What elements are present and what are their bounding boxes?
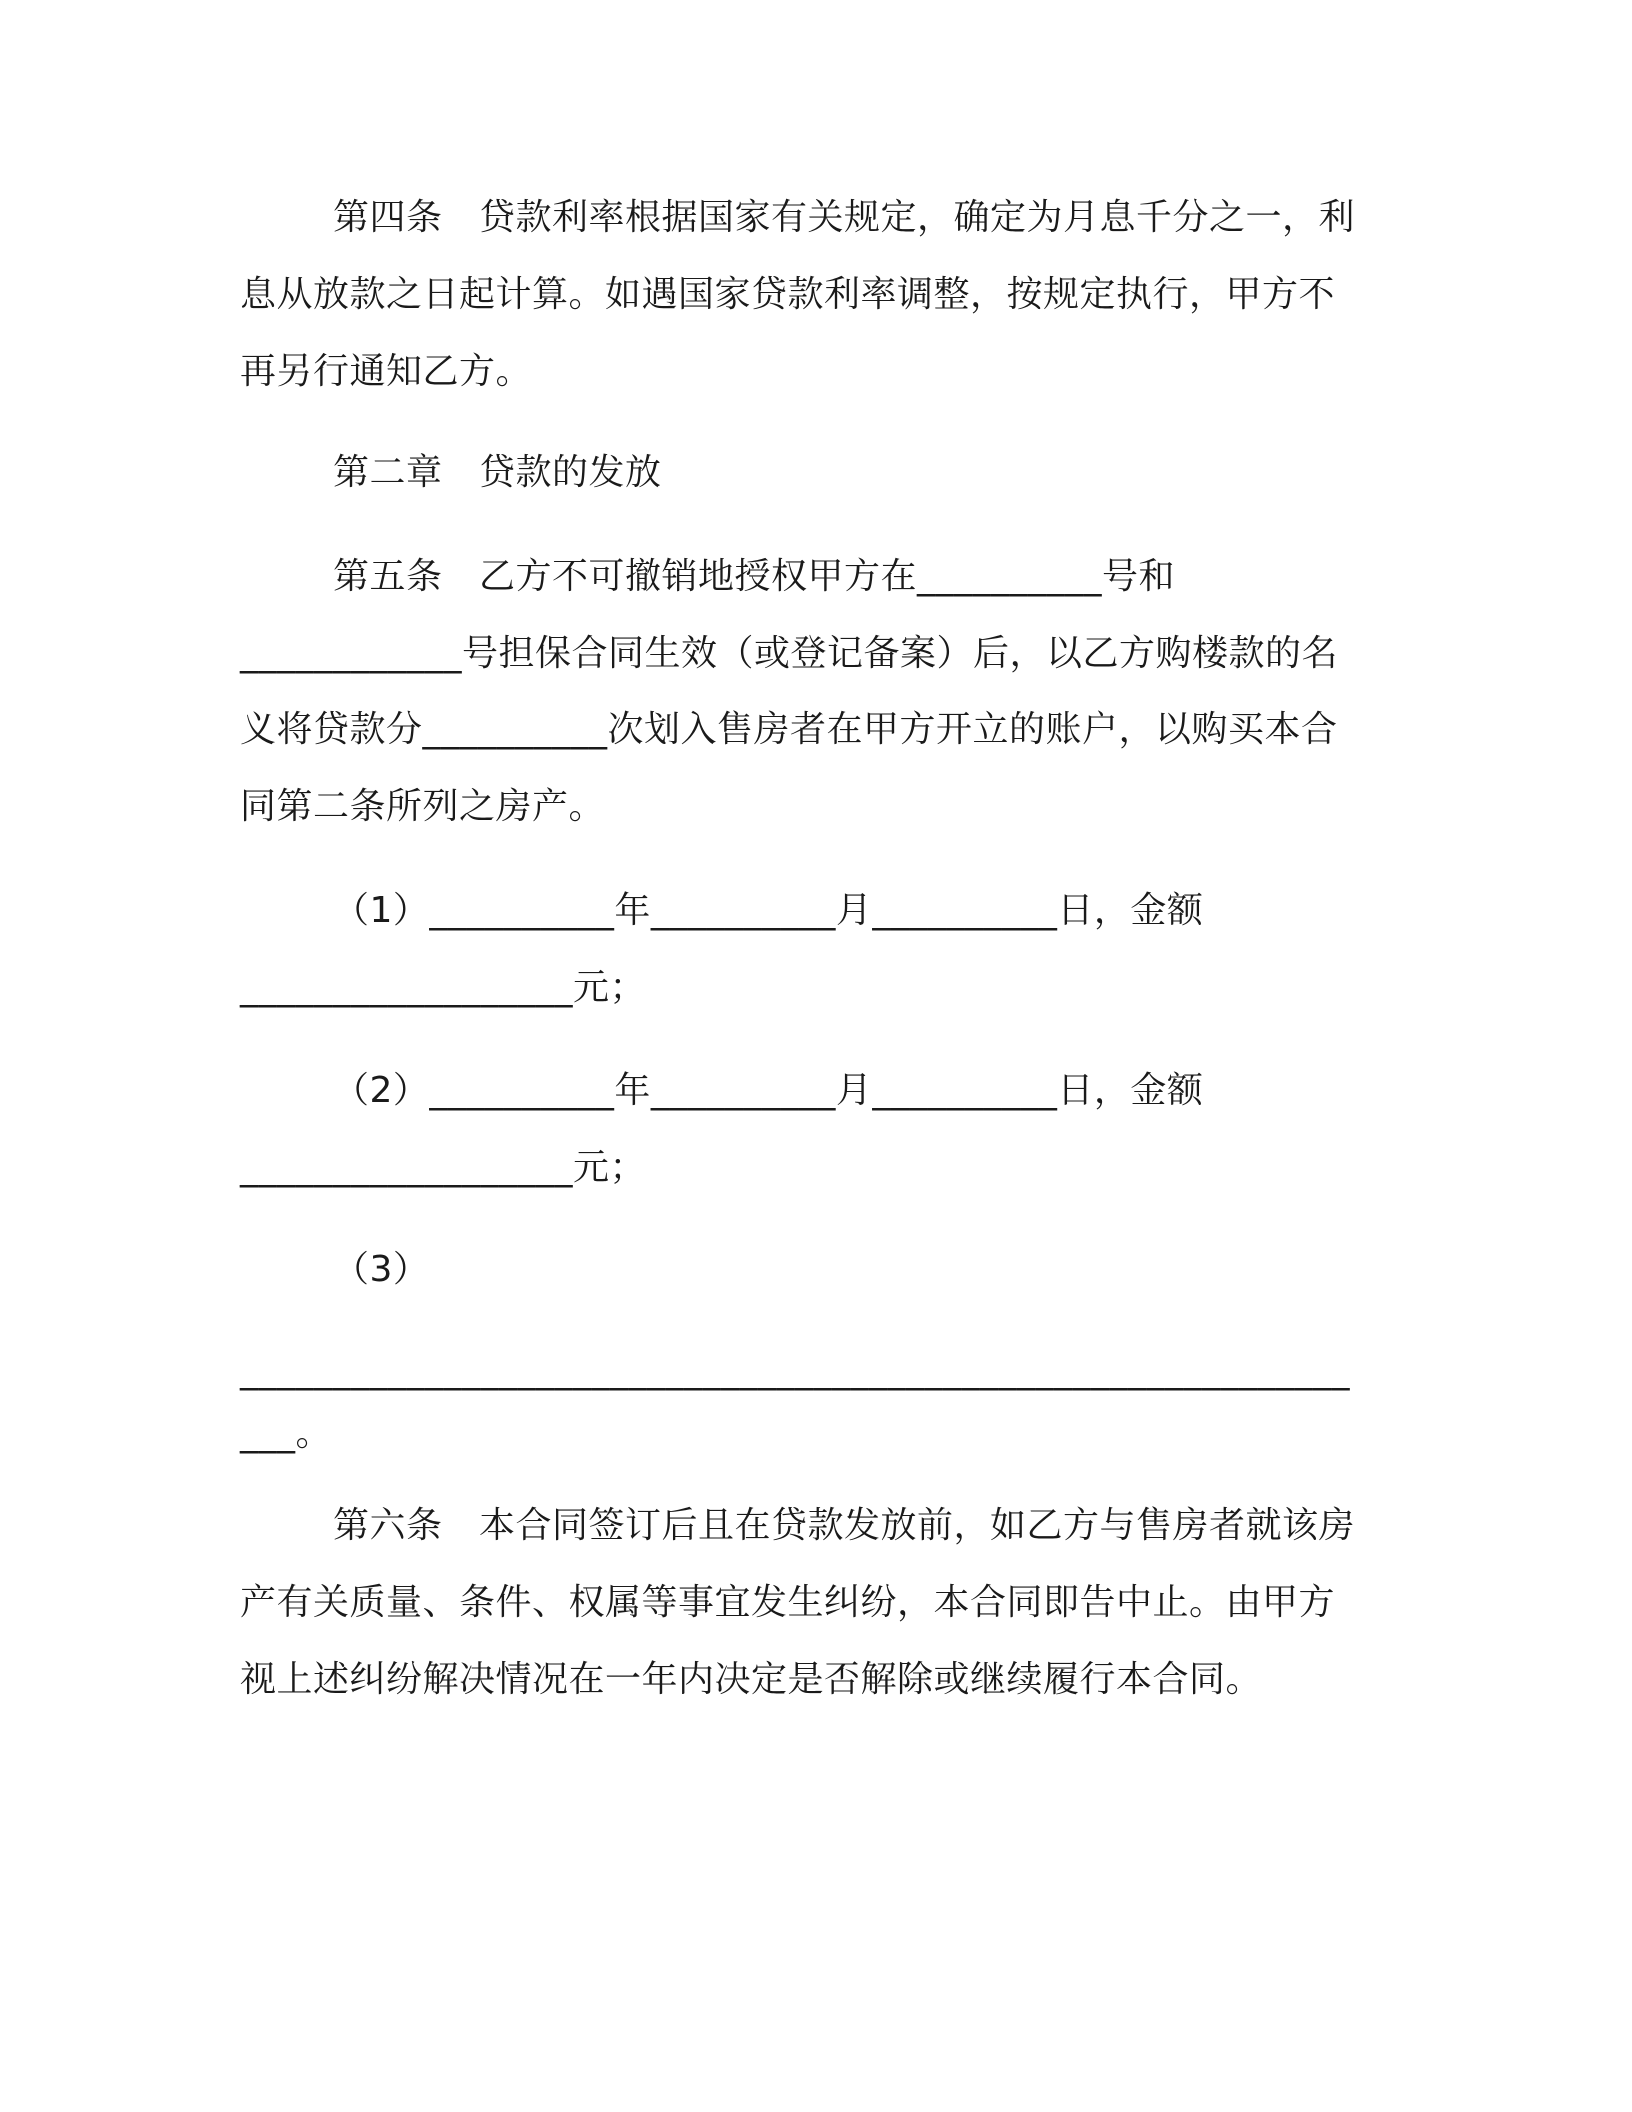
- article-4-line-3: 再另行通知乙方。: [240, 351, 533, 392]
- article-6-line-2: 产有关质量、条件、权属等事宜发生纠纷，本合同即告中止。由甲方: [240, 1582, 1336, 1623]
- article-4-line-1: 第四条 贷款利率根据国家有关规定，确定为月息千分之一，利: [333, 197, 1356, 238]
- item-1-line-1: （1）__________年__________月__________日，金额: [333, 890, 1204, 931]
- item-3-line-1: （3）: [333, 1249, 430, 1290]
- chapter-2-heading: 第二章 贷款的发放: [333, 452, 662, 493]
- article-6-line-3: 视上述纠纷解决情况在一年内决定是否解除或继续履行本合同。: [240, 1659, 1263, 1700]
- article-5-line-2: ____________号担保合同生效（或登记备案）后，以乙方购楼款的名: [240, 633, 1339, 674]
- article-4-line-2: 息从放款之日起计算。如遇国家贷款利率调整，按规定执行，甲方不: [240, 274, 1336, 315]
- item-3-line-2: ____________________________________________________________: [240, 1350, 1350, 1391]
- item-1-line-2: __________________元；: [240, 967, 647, 1008]
- article-5-line-4: 同第二条所列之房产。: [240, 786, 606, 827]
- item-3-line-3: ___。: [240, 1413, 333, 1454]
- item-2-line-1: （2）__________年__________月__________日，金额: [333, 1070, 1204, 1111]
- article-5-line-1: 第五条 乙方不可撤销地授权甲方在__________号和: [333, 556, 1176, 597]
- article-6-line-1: 第六条 本合同签订后且在贷款发放前，如乙方与售房者就该房: [333, 1505, 1356, 1546]
- item-2-line-2: __________________元；: [240, 1147, 647, 1188]
- article-5-line-3: 义将贷款分__________次划入售房者在甲方开立的账户，以购买本合: [240, 709, 1338, 750]
